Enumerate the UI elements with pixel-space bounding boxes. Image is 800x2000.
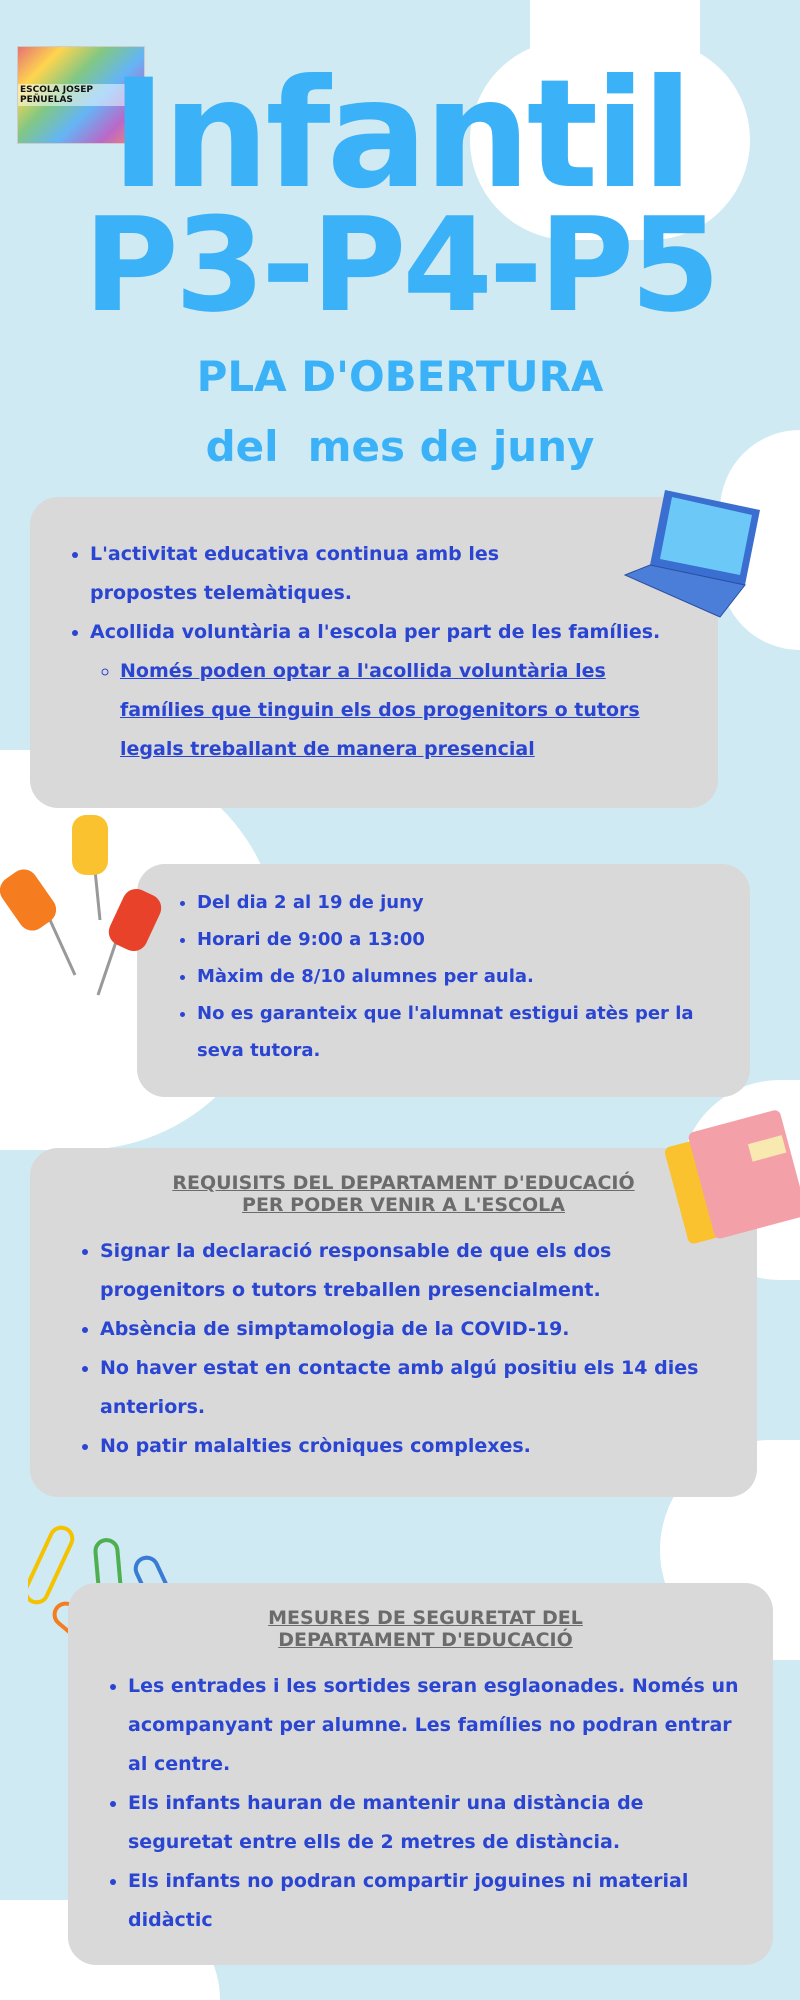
subtitle-line2: del mes de juny [205, 422, 595, 471]
subtitle-line1: PLA D'OBERTURA [196, 352, 604, 401]
notebook-icon [665, 1110, 800, 1250]
sub-list-item: ◦ Només poden optar a l'acollida voluntària les famílies que tinguin els dos progenitors o tutors legals treballant de manera presencial [120, 652, 688, 769]
title-line2: P3-P4-P5 [83, 189, 717, 341]
section-heading: MESURES DE SEGURETAT DEL DEPARTAMENT D'EDUCACIÓ [268, 1607, 583, 1651]
list-item: • Del dia 2 al 19 de juny [197, 884, 730, 921]
section-requirements [30, 1148, 757, 1497]
list-item: • Les entrades i les sortides seran esglaonades. Només un acompanyant per alumne. Les famílies no podran entrar al centre. [128, 1667, 753, 1784]
list-item: • Màxim de 8/10 alumnes per aula. [197, 958, 730, 995]
list-item-text: Acollida voluntària a l'escola per part de les famílies. [90, 621, 661, 643]
logo-text: ESCOLA JOSEP PEÑUELAS [18, 84, 144, 106]
list-item: • L'activitat educativa continua amb les propostes telemàtiques. [90, 535, 688, 613]
section-schedule [137, 864, 750, 1097]
list-item: • Els infants hauran de mantenir una distància de seguretat entre ells de 2 metres de distància. [128, 1784, 753, 1862]
laptop-icon [620, 485, 760, 625]
pushpin-icon [0, 810, 170, 1010]
section-heading: REQUISITS DEL DEPARTAMENT D'EDUCACIÓ PER PODER VENIR A L'ESCOLA [172, 1172, 635, 1216]
list-item: • No patir malalties cròniques complexes. [100, 1427, 737, 1466]
list-item: • Els infants no podran compartir joguines ni material didàctic [128, 1862, 753, 1940]
list-item: • No es garanteix que l'alumnat estigui atès per la seva tutora. [197, 995, 730, 1069]
list-item: • No haver estat en contacte amb algú positiu els 14 dies anteriors. [100, 1349, 737, 1427]
list-item: • Signar la declaració responsable de que els dos progenitors o tutors treballen presencialment. [100, 1232, 737, 1310]
section-general [30, 497, 718, 808]
list-item [90, 613, 688, 769]
list-item: • Absència de simptamologia de la COVID-19. [100, 1310, 737, 1349]
title-line1: Infantil [110, 48, 690, 222]
section-safety [68, 1583, 773, 1965]
list-item: • Horari de 9:00 a 13:00 [197, 921, 730, 958]
